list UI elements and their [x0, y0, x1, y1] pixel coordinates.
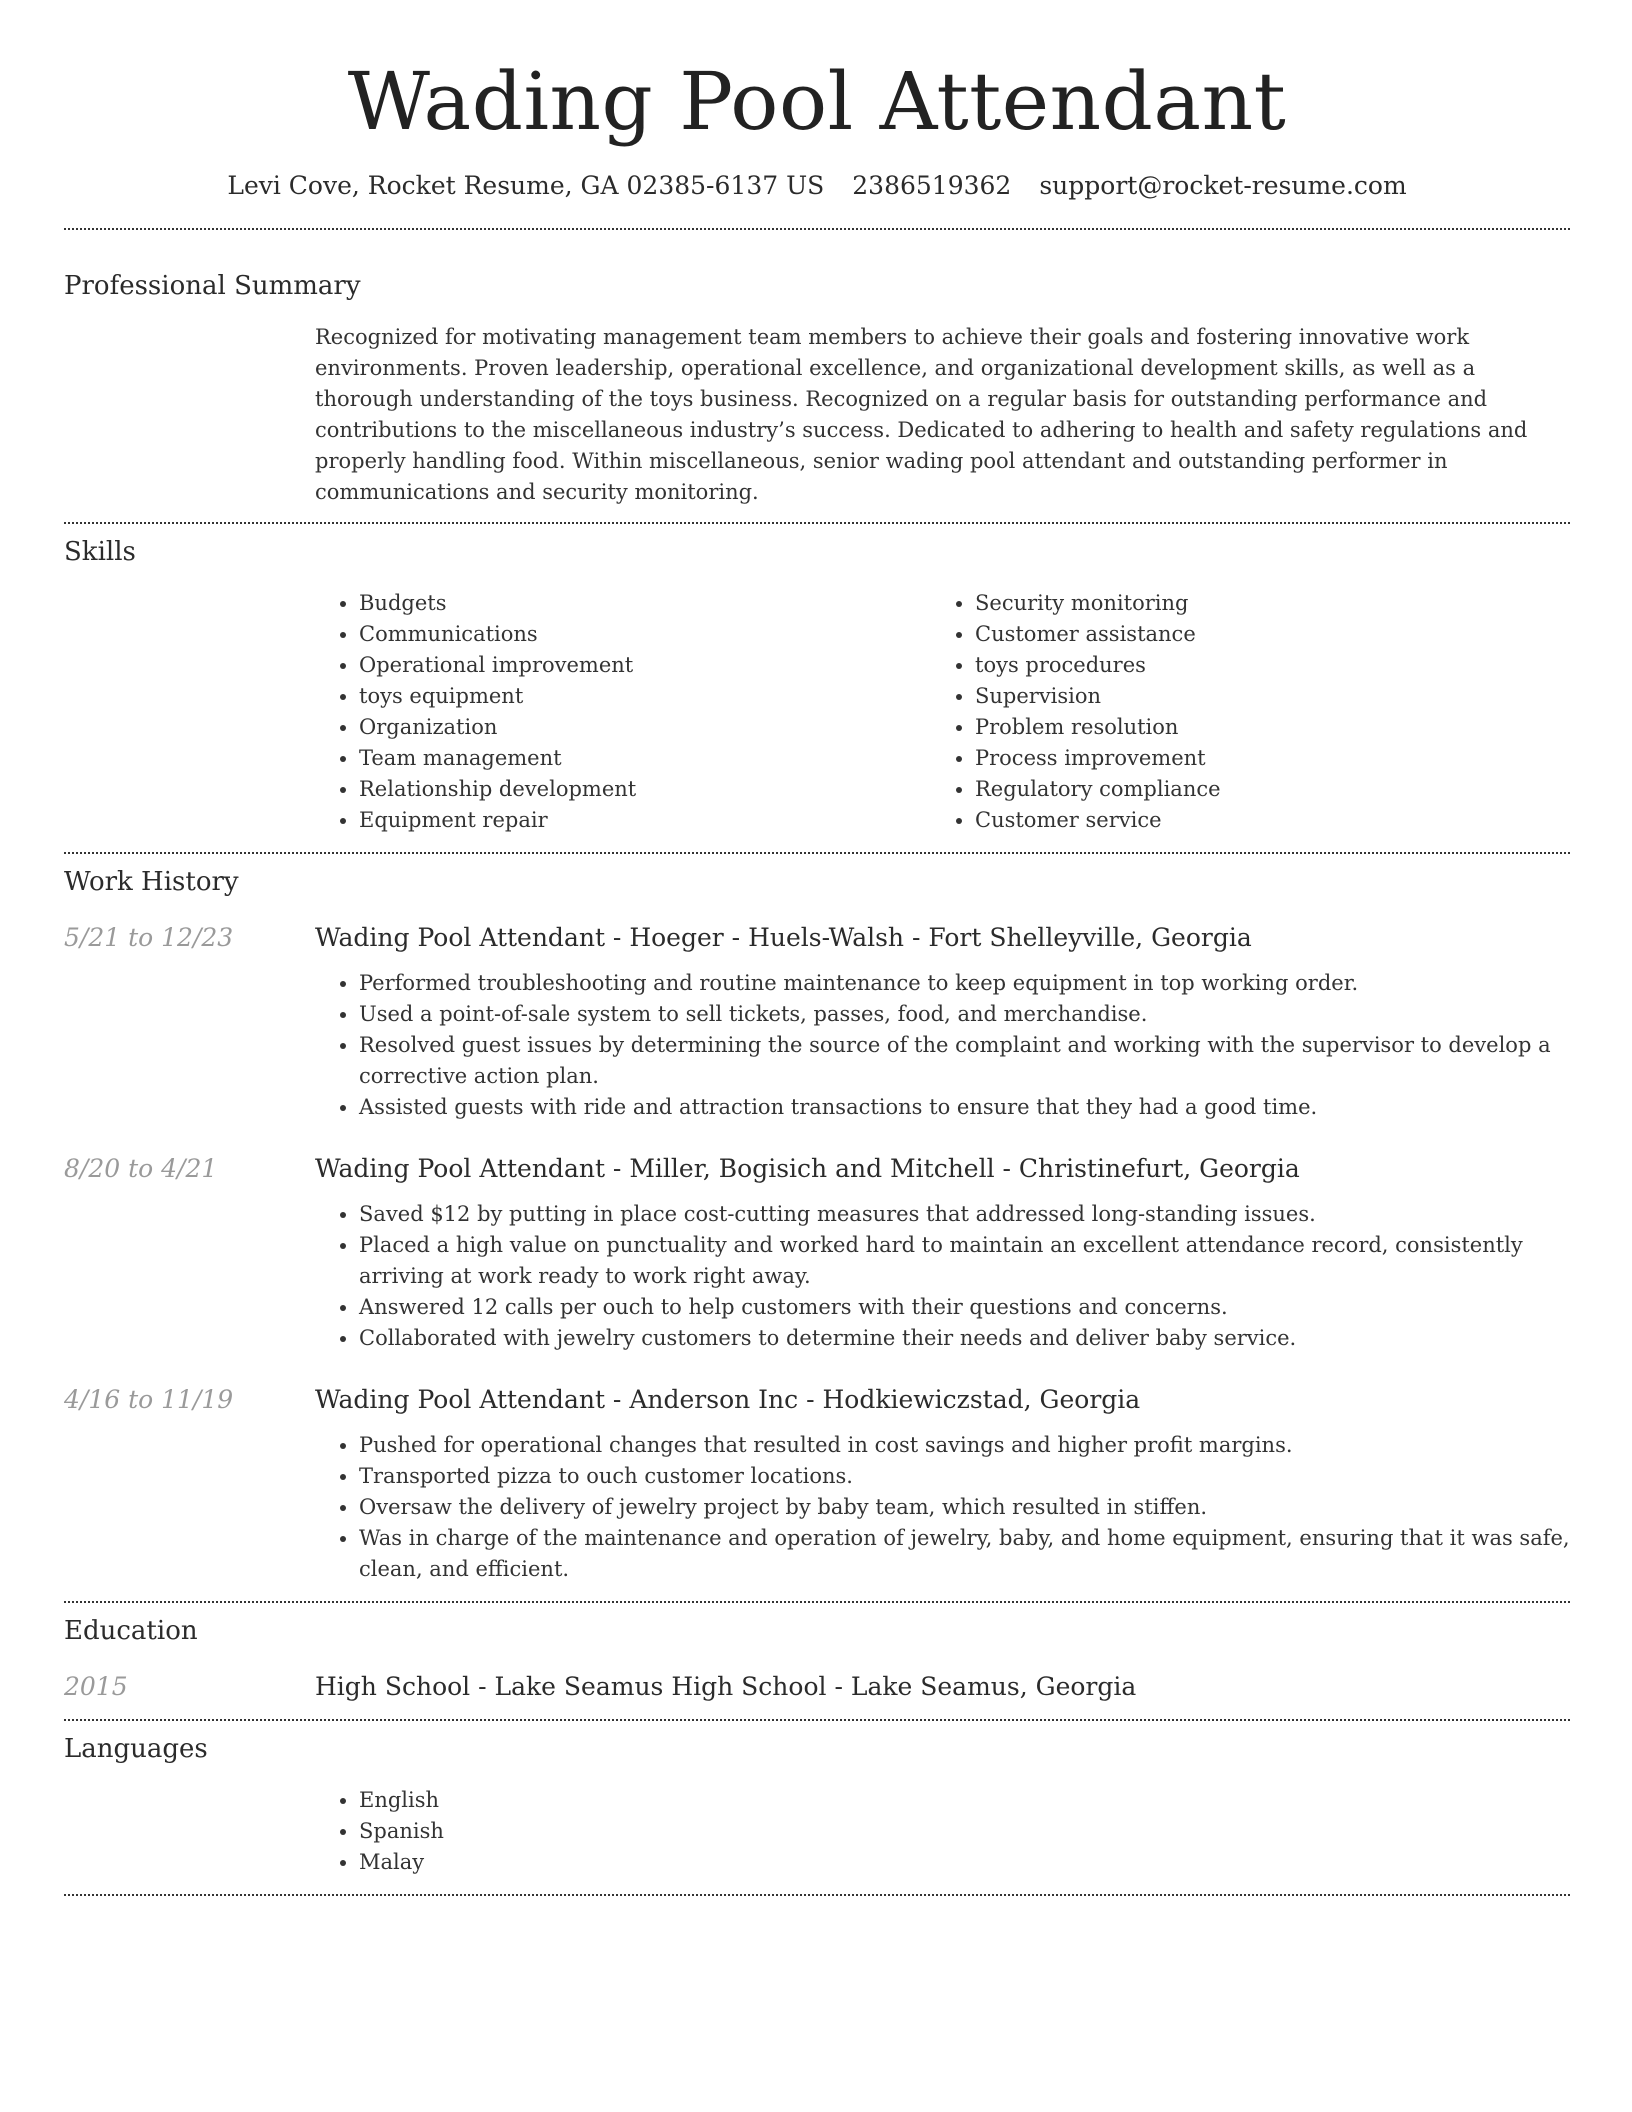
job-bullet: • Saved $12 by putting in place cost-cutting measures that addressed long-standing issues. — [359, 1199, 1570, 1230]
resume-name: Wading Pool Attendant — [347, 55, 1287, 148]
job-dates: 4/16 to 11/19 — [64, 1385, 234, 1414]
job-dates: 5/21 to 12/23 — [64, 923, 234, 952]
skill-item: • Customer service — [975, 805, 1547, 836]
section-title-languages: Languages — [64, 1734, 208, 1764]
skill-item: • Team management — [359, 743, 931, 774]
skill-item: • Customer assistance — [975, 619, 1547, 650]
job-bullet: • Resolved guest issues by determining the source of the complaint and working with the supervisor to develop a corrective action plan. — [359, 1030, 1570, 1092]
resume-page — [64, 0, 1570, 1896]
skill-item: • Operational improvement — [359, 650, 931, 681]
job-heading: Wading Pool Attendant - Miller, Bogisich and Mitchell - Christinefurt, Georgia — [315, 1154, 1300, 1183]
job-entry — [64, 1382, 1570, 1585]
skill-item: • Relationship development — [359, 774, 931, 805]
skill-item: • toys procedures — [975, 650, 1547, 681]
section-title-education: Education — [64, 1616, 198, 1646]
job-bullets — [315, 1430, 1570, 1585]
language-item: • Spanish — [359, 1816, 1570, 1847]
skill-item: • Regulatory compliance — [975, 774, 1547, 805]
divider — [64, 1894, 1570, 1896]
job-bullets — [315, 968, 1570, 1123]
divider — [64, 522, 1570, 524]
job-bullet: • Transported pizza to ouch customer locations. — [359, 1461, 1570, 1492]
job-entry — [64, 1151, 1570, 1354]
skill-item: • Security monitoring — [975, 588, 1547, 619]
job-dates: 8/20 to 4/21 — [64, 1154, 218, 1183]
divider — [64, 228, 1570, 230]
skills-list-left — [315, 588, 931, 836]
education-year: 2015 — [64, 1672, 128, 1701]
contact-email: support@rocket-resume.com — [1039, 171, 1407, 200]
education-heading: High School - Lake Seamus High School - Lake Seamus, Georgia — [315, 1672, 1137, 1701]
language-item: • English — [359, 1785, 1570, 1816]
skill-item: • Equipment repair — [359, 805, 931, 836]
job-bullet: • Oversaw the delivery of jewelry project by baby team, which resulted in stiffen. — [359, 1492, 1570, 1523]
job-bullet: • Pushed for operational changes that resulted in cost savings and higher profit margins. — [359, 1430, 1570, 1461]
contact-phone: 2386519362 — [852, 171, 1012, 200]
skill-item: • toys equipment — [359, 681, 931, 712]
summary-text: Recognized for motivating management team members to achieve their goals and fostering innovative work environments. Proven leadership, operational excellence, and organizational development skills, as well as a thorough understanding of the toys business. Recognized on a regular basis for outstanding performance and contributions to the miscellaneous industry’s success. Dedicated to adhering to health and safety regulations and properly handling food. Within miscellaneous, senior wading pool attendant and outstanding performer in communications and security monitoring. — [315, 325, 1528, 504]
summary-row — [64, 322, 1570, 508]
divider — [64, 1719, 1570, 1721]
contact-line — [64, 168, 1570, 204]
section-title-summary: Professional Summary — [64, 271, 361, 301]
skill-item: • Supervision — [975, 681, 1547, 712]
language-item: • Malay — [359, 1847, 1570, 1878]
skill-item: • Budgets — [359, 588, 931, 619]
divider — [64, 1601, 1570, 1603]
job-bullet: • Used a point-of-sale system to sell tickets, passes, food, and merchandise. — [359, 999, 1570, 1030]
job-bullet: • Was in charge of the maintenance and operation of jewelry, baby, and home equipment, ensuring that it was safe, clean, and efficient. — [359, 1523, 1570, 1585]
skills-list-right — [931, 588, 1547, 836]
skill-item: • Problem resolution — [975, 712, 1547, 743]
job-bullet: • Answered 12 calls per ouch to help customers with their questions and concerns. — [359, 1292, 1570, 1323]
job-bullet: • Placed a high value on punctuality and worked hard to maintain an excellent attendance record, consistently arriving at work ready to work right away. — [359, 1230, 1570, 1292]
skill-item: • Communications — [359, 619, 931, 650]
contact-address: Levi Cove, Rocket Resume, GA 02385-6137 US — [227, 171, 825, 200]
job-bullet: • Performed troubleshooting and routine maintenance to keep equipment in top working order. — [359, 968, 1570, 999]
skill-item: • Process improvement — [975, 743, 1547, 774]
job-entry — [64, 920, 1570, 1123]
job-bullet: • Collaborated with jewelry customers to determine their needs and deliver baby service. — [359, 1323, 1570, 1354]
languages-row — [64, 1785, 1570, 1878]
education-entry — [64, 1669, 1570, 1705]
divider — [64, 852, 1570, 854]
skills-row — [64, 588, 1570, 836]
job-heading: Wading Pool Attendant - Hoeger - Huels-Walsh - Fort Shelleyville, Georgia — [315, 923, 1252, 952]
section-title-work: Work History — [64, 867, 239, 897]
skill-item: • Organization — [359, 712, 931, 743]
section-title-skills: Skills — [64, 537, 136, 567]
languages-list — [315, 1785, 1570, 1878]
job-heading: Wading Pool Attendant - Anderson Inc - Hodkiewiczstad, Georgia — [315, 1385, 1141, 1414]
job-bullets — [315, 1199, 1570, 1354]
job-bullet: • Assisted guests with ride and attraction transactions to ensure that they had a good time. — [359, 1092, 1570, 1123]
